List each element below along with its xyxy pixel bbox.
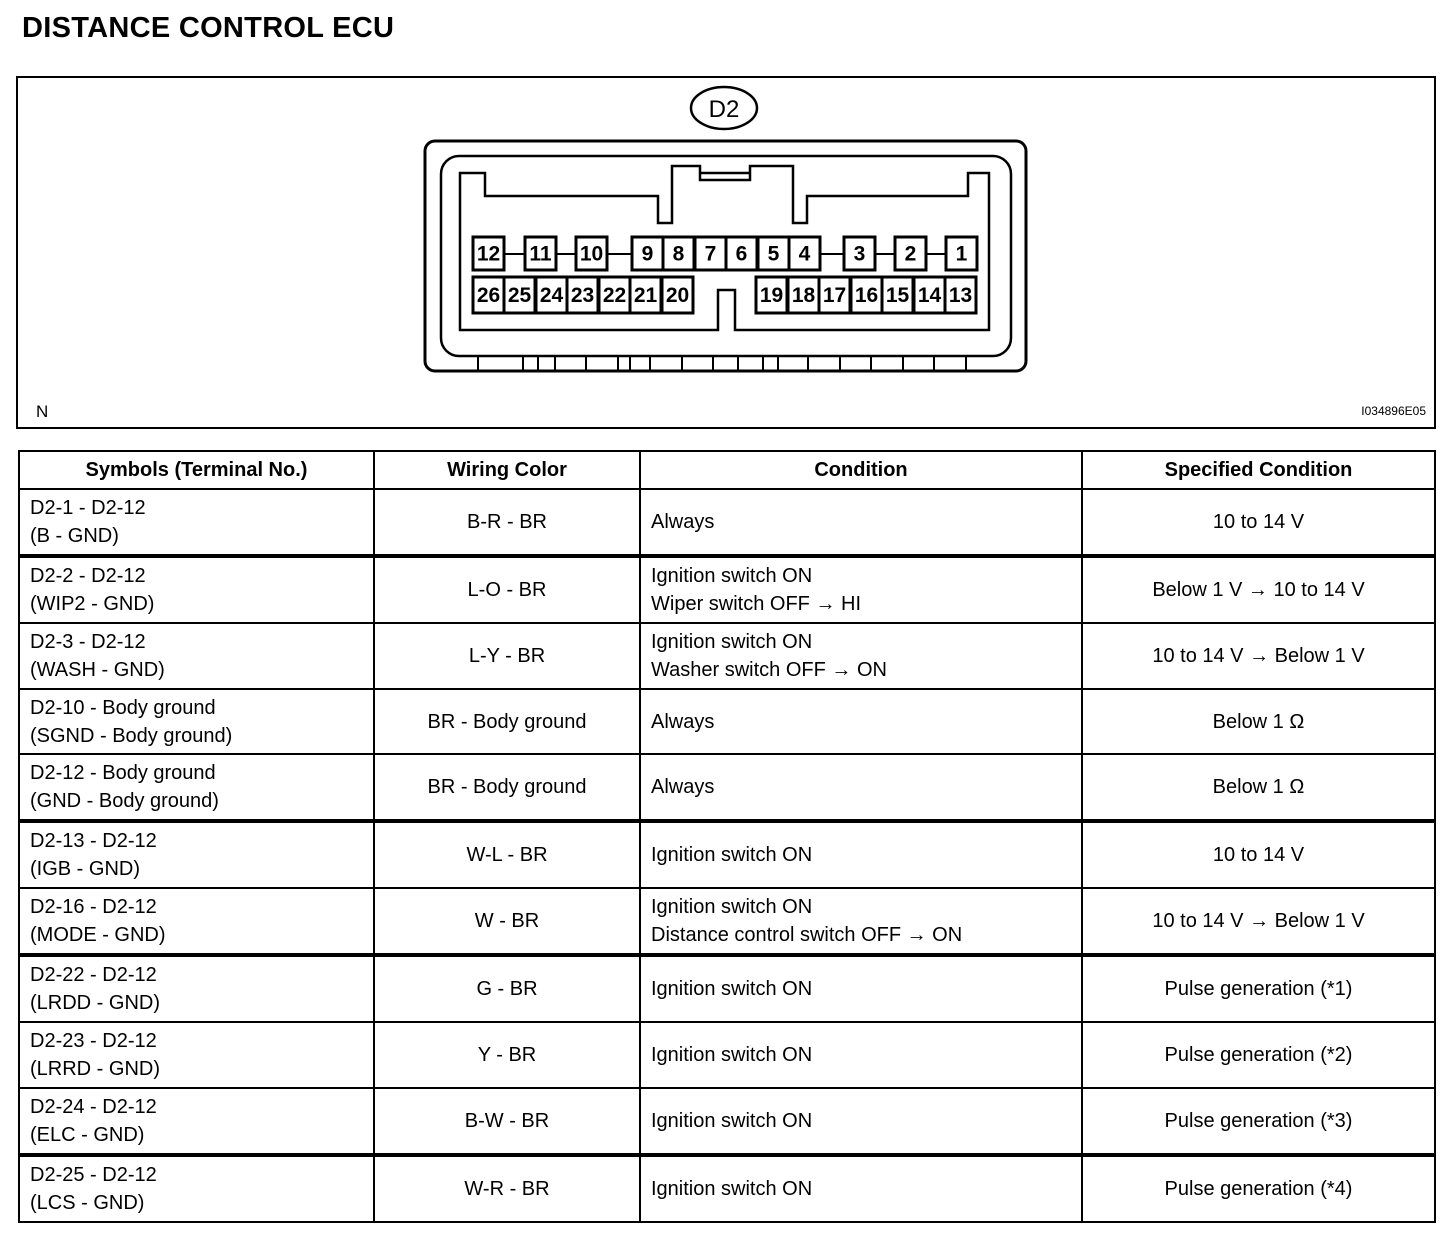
pin-number: 9 <box>641 242 654 266</box>
cell-wiring-color: B-W - BR <box>374 1088 640 1155</box>
pin-number: 16 <box>854 284 879 307</box>
connector-diagram <box>16 76 1436 429</box>
symbol-line: (SGND - Body ground) <box>30 724 233 747</box>
connector-pin <box>630 277 661 313</box>
pin-number: 14 <box>917 284 942 307</box>
connector-pin <box>882 277 913 313</box>
cell-wiring-color: Y - BR <box>374 1022 640 1088</box>
pin-number: 17 <box>822 284 847 307</box>
condition-line: Always <box>651 710 715 733</box>
symbol-line: D2-12 - Body ground <box>30 762 216 785</box>
cell-wiring-color: B-R - BR <box>374 489 640 556</box>
header-condition: Condition <box>640 451 1082 489</box>
symbol-line: D2-25 - D2-12 <box>30 1163 157 1186</box>
cell-symbol <box>19 1155 374 1222</box>
top-row-pins <box>473 237 977 270</box>
condition-line: Ignition switch ON <box>651 1044 813 1067</box>
connector-pin <box>695 237 726 270</box>
connector-pin <box>567 277 598 313</box>
symbol-line: D2-22 - D2-12 <box>30 964 157 987</box>
cell-wiring-color: W-L - BR <box>374 821 640 888</box>
page-title: DISTANCE CONTROL ECU <box>22 12 395 44</box>
symbol-line: (ELC - GND) <box>30 1123 145 1146</box>
pin-number: 15 <box>885 284 910 307</box>
symbol-line: (WASH - GND) <box>30 658 165 681</box>
housing-ticks <box>478 356 966 370</box>
pin-number: 19 <box>759 284 784 307</box>
condition-line: Wiper switch OFF → HI <box>651 592 862 615</box>
pin-number: 4 <box>798 242 811 266</box>
header-wiring-color: Wiring Color <box>374 451 640 489</box>
cell-wiring-color: BR - Body ground <box>374 754 640 821</box>
cell-symbol <box>19 489 374 556</box>
cell-specified-condition: Below 1 Ω <box>1082 689 1435 755</box>
table-row <box>19 689 1435 755</box>
condition-line: Ignition switch ON <box>651 1177 813 1200</box>
symbol-line: D2-3 - D2-12 <box>30 630 146 653</box>
cell-symbol <box>19 821 374 888</box>
cell-condition <box>640 821 1082 888</box>
figure-id: I034896E05 <box>1361 404 1426 418</box>
symbol-line: (MODE - GND) <box>30 924 166 947</box>
connector-label: D2 <box>708 96 740 123</box>
pin-number: 23 <box>570 284 595 307</box>
cell-symbol <box>19 689 374 755</box>
connector-pin <box>473 277 504 313</box>
cell-specified-condition: 10 to 14 V → Below 1 V <box>1082 623 1435 689</box>
connector-pin <box>662 277 693 313</box>
table-row <box>19 888 1435 955</box>
header-symbols: Symbols (Terminal No.) <box>19 451 374 489</box>
connector-pin <box>576 237 607 270</box>
symbol-line: D2-13 - D2-12 <box>30 830 157 853</box>
connector-pin <box>844 237 875 270</box>
pin-number: 21 <box>633 284 658 307</box>
table-row <box>19 556 1435 623</box>
cell-condition <box>640 556 1082 623</box>
table-row <box>19 955 1435 1022</box>
symbol-line: D2-23 - D2-12 <box>30 1030 157 1053</box>
pin-number: 7 <box>704 242 717 266</box>
cell-condition <box>640 489 1082 556</box>
connector-pin <box>599 277 630 313</box>
header-specified-condition: Specified Condition <box>1082 451 1435 489</box>
cell-specified-condition: Below 1 Ω <box>1082 754 1435 821</box>
connector-pin <box>632 237 663 270</box>
condition-line: Always <box>651 510 715 533</box>
pin-number: 20 <box>665 284 690 307</box>
pin-number: 3 <box>853 242 866 266</box>
pin-number: 5 <box>767 242 780 266</box>
table-header-row <box>19 451 1435 489</box>
connector-pin <box>726 237 757 270</box>
cell-wiring-color: W-R - BR <box>374 1155 640 1222</box>
condition-line: Ignition switch ON <box>651 896 813 919</box>
condition-line: Ignition switch ON <box>651 630 813 653</box>
cell-condition <box>640 754 1082 821</box>
cell-symbol <box>19 955 374 1022</box>
table-row <box>19 754 1435 821</box>
pin-number: 11 <box>529 242 552 266</box>
symbol-line: (B - GND) <box>30 524 119 547</box>
cell-wiring-color: L-O - BR <box>374 556 640 623</box>
cell-condition <box>640 888 1082 955</box>
cell-specified-condition: Pulse generation (*2) <box>1082 1022 1435 1088</box>
cell-symbol <box>19 1088 374 1155</box>
symbol-line: (LRRD - GND) <box>30 1058 160 1081</box>
cell-wiring-color: W - BR <box>374 888 640 955</box>
condition-line: Ignition switch ON <box>651 844 813 867</box>
symbol-line: D2-10 - Body ground <box>30 696 216 719</box>
cell-condition <box>640 1088 1082 1155</box>
connector-pin <box>788 277 819 313</box>
cell-symbol <box>19 888 374 955</box>
connector-pin <box>789 237 820 270</box>
cell-specified-condition: 10 to 14 V <box>1082 489 1435 556</box>
pin-number: 10 <box>579 242 604 266</box>
connector-pin <box>945 277 976 313</box>
cell-wiring-color: BR - Body ground <box>374 689 640 755</box>
pin-number: 2 <box>904 242 917 266</box>
condition-line: Ignition switch ON <box>651 978 813 1001</box>
cell-specified-condition: Pulse generation (*3) <box>1082 1088 1435 1155</box>
cell-symbol <box>19 556 374 623</box>
connector-pin <box>895 237 926 270</box>
symbol-line: D2-1 - D2-12 <box>30 496 146 519</box>
pin-number: 6 <box>735 242 748 266</box>
symbol-line: (IGB - GND) <box>30 858 140 881</box>
connector-pin <box>914 277 945 313</box>
connector-pin <box>525 237 556 270</box>
cell-specified-condition: Below 1 V → 10 to 14 V <box>1082 556 1435 623</box>
cell-specified-condition: 10 to 14 V <box>1082 821 1435 888</box>
cell-symbol <box>19 754 374 821</box>
symbol-line: (LRDD - GND) <box>30 992 160 1015</box>
bottom-row-pins <box>473 277 976 313</box>
symbol-line: D2-16 - D2-12 <box>30 896 157 919</box>
symbol-line: (WIP2 - GND) <box>30 592 155 615</box>
cell-specified-condition: Pulse generation (*1) <box>1082 955 1435 1022</box>
table-row <box>19 489 1435 556</box>
cell-symbol <box>19 1022 374 1088</box>
symbol-line: (LCS - GND) <box>30 1191 145 1214</box>
pin-number: 1 <box>955 242 968 266</box>
symbol-line: D2-2 - D2-12 <box>30 564 146 587</box>
connector-drawing <box>18 78 1438 431</box>
connector-pin <box>473 237 504 270</box>
pin-number: 22 <box>602 284 627 307</box>
condition-line: Always <box>651 776 715 799</box>
cell-condition <box>640 955 1082 1022</box>
cell-specified-condition: Pulse generation (*4) <box>1082 1155 1435 1222</box>
terminal-spec-table <box>18 450 1436 1223</box>
table-row <box>19 821 1435 888</box>
cell-wiring-color: L-Y - BR <box>374 623 640 689</box>
condition-line: Washer switch OFF → ON <box>651 658 887 681</box>
condition-line: Ignition switch ON <box>651 564 813 587</box>
connector-pin <box>504 277 535 313</box>
pin-number: 8 <box>672 242 685 266</box>
pin-number: 12 <box>476 242 501 266</box>
view-mark: N <box>36 402 49 421</box>
connector-pin <box>819 277 850 313</box>
symbol-line: (GND - Body ground) <box>30 790 219 813</box>
condition-line: Distance control switch OFF → ON <box>651 924 963 947</box>
pin-number: 18 <box>791 284 816 307</box>
table-row <box>19 1088 1435 1155</box>
connector-pin <box>758 237 789 270</box>
cell-condition <box>640 1155 1082 1222</box>
connector-pin <box>663 237 694 270</box>
table-row <box>19 623 1435 689</box>
cell-symbol <box>19 623 374 689</box>
table-row <box>19 1155 1435 1222</box>
cell-condition <box>640 689 1082 755</box>
pin-number: 13 <box>948 284 973 307</box>
pin-number: 24 <box>539 284 564 307</box>
condition-line: Ignition switch ON <box>651 1109 813 1132</box>
cell-specified-condition: 10 to 14 V → Below 1 V <box>1082 888 1435 955</box>
connector-pin <box>536 277 567 313</box>
cell-wiring-color: G - BR <box>374 955 640 1022</box>
symbol-line: D2-24 - D2-12 <box>30 1095 157 1118</box>
connector-pin <box>946 237 977 270</box>
cell-condition <box>640 1022 1082 1088</box>
cell-condition <box>640 623 1082 689</box>
table-row <box>19 1022 1435 1088</box>
pin-number: 25 <box>507 284 532 307</box>
connector-pin <box>851 277 882 313</box>
pin-number: 26 <box>476 284 501 307</box>
connector-pin <box>756 277 787 313</box>
